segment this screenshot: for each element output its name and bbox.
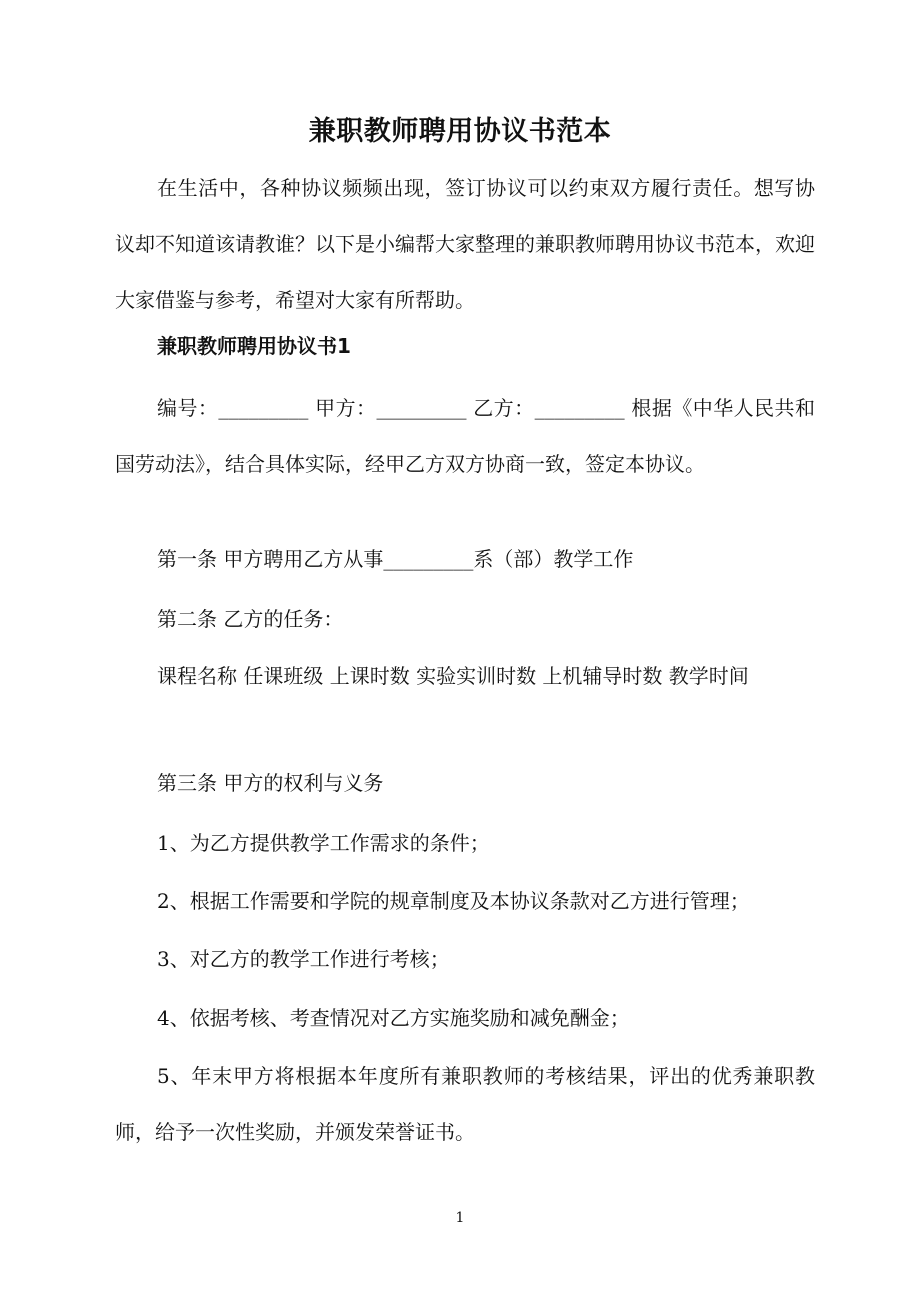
- page-number: 1: [455, 1210, 465, 1226]
- section-heading: 兼职教师聘用协议书1: [157, 334, 351, 358]
- list-item-2: 2、根据工作需要和学院的规章制度及本协议条款对乙方进行管理；: [157, 889, 750, 913]
- list-item-5: 5、年末甲方将根据本年度所有兼职教师的考核结果，评出的优秀兼职教师，给予一次性奖励，并颁发荣誉证书。: [115, 1064, 815, 1144]
- list-item-3: 3、对乙方的教学工作进行考核；: [157, 947, 450, 971]
- parties-paragraph: 编号：_________ 甲方：_________ 乙方：_________ 根据《中华人民共和国劳动法》，结合具体实际，经甲乙方双方协商一致，签定本协议。: [115, 396, 815, 476]
- list-item-1: 1、为乙方提供教学工作需求的条件；: [157, 831, 490, 855]
- course-fields: 课程名称 任课班级 上课时数 实验实训时数 上机辅导时数 教学时间: [157, 664, 749, 688]
- article-3: 第三条 甲方的权利与义务: [157, 771, 384, 795]
- article-2: 第二条 乙方的任务：: [157, 607, 344, 631]
- list-item-4: 4、依据考核、考查情况对乙方实施奖励和减免酬金；: [157, 1006, 630, 1030]
- document-title: 兼职教师聘用协议书范本: [308, 116, 612, 147]
- intro-paragraph: 在生活中，各种协议频频出现，签订协议可以约束双方履行责任。想写协议却不知道该请教谁？以下是小编帮大家整理的兼职教师聘用协议书范本，欢迎大家借鉴与参考，希望对大家有所帮助。: [115, 176, 815, 312]
- article-1: 第一条 甲方聘用乙方从事_________系（部）教学工作: [157, 547, 634, 571]
